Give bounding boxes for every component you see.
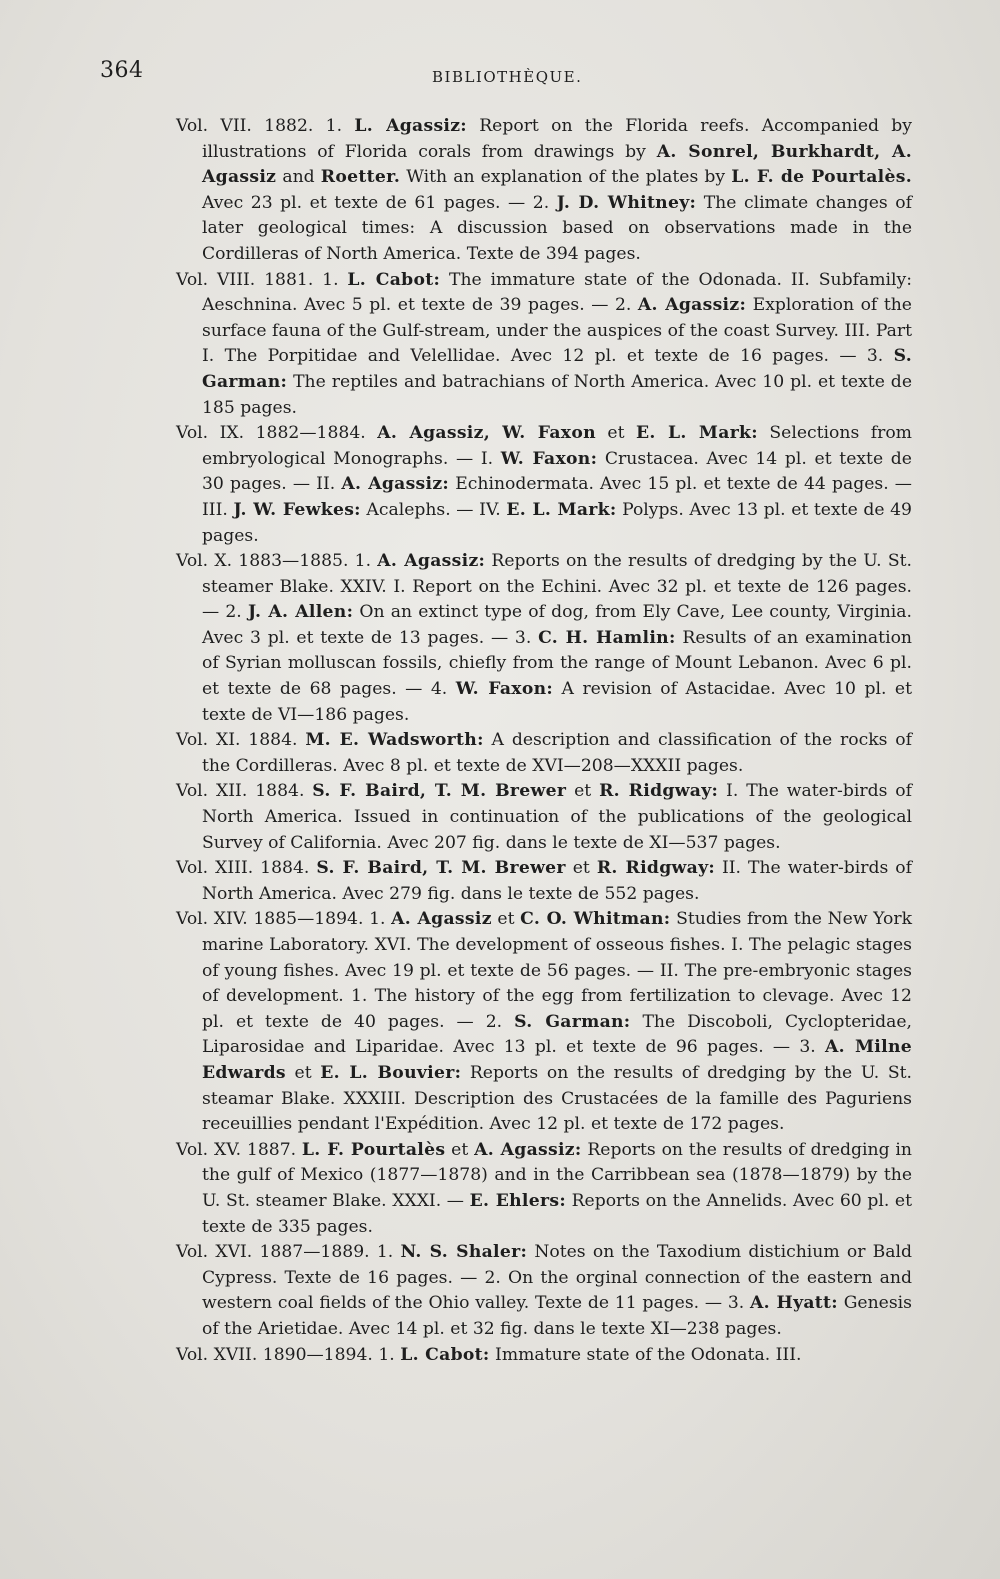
entry-text: Studies from the New York marine Laboratory. XVI. The development of osseous fishes. I. The pelagic stages of young fishes. Avec 19 pl. et texte de 56 pages. — II. The pre-embryonic stages of development. 1. The history of the egg from fertilization to clevage. Avec 12 pl. et texte de 40 pages. — 2. (202, 909, 913, 1032)
entry-text: and (276, 167, 321, 188)
author-names: E. Ehlers: (469, 1190, 566, 1211)
bibliography-entry (176, 549, 912, 728)
entry-text: Vol. XI. 1884. (176, 730, 306, 751)
entry-text: Vol. XIII. 1884. (176, 858, 317, 879)
entry-text: Notes on the Taxodium distichium or Bald Cypress. Texte de 16 pages. — 2. On the orginal connection of the eastern and western coal fields of the Ohio valley. Texte de 11 pages. — 3. (202, 1242, 913, 1314)
bibliography-entry (176, 1138, 912, 1240)
entry-text: On an extinct type of dog, from Ely Cave, Lee county, Virginia. Avec 3 pl. et texte de 13 pages. — 3. (202, 602, 912, 648)
entry-text: A description and classification of the rocks of the Cordilleras. Avec 8 pl. et texte de XVI—208—XXXII pages. (202, 730, 912, 776)
page-number: 364 (100, 58, 144, 83)
author-names: M. E. Wadsworth: (305, 730, 484, 751)
entry-text: Report on the Florida reefs. Accompanied by illustrations of Florida corals from drawings by (202, 116, 912, 162)
author-names: S. F. Baird, T. M. Brewer (312, 781, 567, 802)
entry-text: With an explanation of the plates by (400, 167, 732, 188)
author-names: E. L. Mark: (635, 423, 758, 444)
bibliography-entry (176, 114, 912, 268)
entry-text: et (491, 909, 521, 930)
entry-text: et (445, 1139, 475, 1160)
entry-text: Results of an examination of Syrian molluscan fossils, chiefly from the range of Mount Lebanon. Avec 6 pl. et texte de 68 pages. — 4. (202, 627, 912, 700)
bibliography-entry (176, 1240, 912, 1342)
entry-text: et (285, 1062, 321, 1083)
author-names: C. H. Hamlin: (538, 627, 676, 648)
author-names: W. Faxon: (500, 448, 598, 469)
entry-text: Vol. XII. 1884. (176, 781, 313, 802)
author-names: A. Hyatt: (750, 1293, 838, 1314)
entry-text: Vol. XIV. 1885—1894. 1. (176, 909, 392, 930)
entry-text: I. The water-birds of North America. Issued in continuation of the publications of the geological Survey of California. Avec 207 fig. dans le texte de XI—537 pages. (202, 781, 912, 853)
bibliography-list (176, 114, 912, 1368)
entry-text: The reptiles and batrachians of North America. Avec 10 pl. et texte de 185 pages. (202, 371, 912, 418)
bibliography-entry (176, 268, 912, 422)
entry-text: Vol. XVII. 1890—1894. 1. (176, 1344, 401, 1365)
bibliography-entry (176, 856, 912, 907)
entry-text: Exploration of the surface fauna of the Gulf-stream, under the auspices of the coast Survey. III. Part I. The Porpitidae and Velellidae. Avec 12 pl. et texte de 16 pages. — 3. (202, 295, 912, 367)
bibliography-entry (176, 421, 912, 549)
entry-text: et (565, 858, 597, 879)
entry-text: A revision of Astacidae. Avec 10 pl. et texte de VI—186 pages. (202, 679, 912, 725)
author-names: R. Ridgway: (596, 858, 715, 879)
author-names: J. W. Fewkes: (233, 499, 361, 520)
entry-text: Reports on the results of dredging in the gulf of Mexico (1877—1878) and in the Carribbean sea (1878—1879) by the U. St. steamer Blake. XXXI. — (202, 1139, 912, 1211)
author-names: A. Agassiz: (474, 1139, 582, 1160)
author-names: E. L. Mark: (506, 499, 617, 520)
page-header (100, 58, 900, 98)
entry-text: et (566, 781, 600, 802)
entry-text: The climate changes of later geological times: A discussion based on observations made in the Cordilleras of North America. Texte de 394 pages. (202, 192, 912, 264)
entry-text: Vol. VIII. 1881. 1. (176, 269, 348, 290)
author-names: E. L. Bouvier: (320, 1062, 462, 1083)
entry-text: Avec 23 pl. et texte de 61 pages. — 2. (202, 192, 557, 213)
entry-text: Reports on the results of dredging by the U. St. steamar Blake. XXXIII. Description des Crustacées de la famille des Paguriens receuillies pendant l'Expédition. Avec 12 pl. et texte de 172 pages. (202, 1062, 912, 1135)
author-names: W. Faxon: (455, 679, 554, 700)
author-names: L. Cabot: (400, 1344, 490, 1365)
bibliography-entry (176, 907, 912, 1137)
entry-text: Immature state of the Odonata. III. (489, 1344, 802, 1365)
entry-text: Selections from embryological Monographs. — I. (202, 423, 912, 469)
author-names: A. Agassiz, W. Faxon (377, 423, 596, 444)
entry-text: Polyps. Avec 13 pl. et texte de 49 pages. (202, 499, 912, 546)
entry-text: Crustacea. Avec 14 pl. et texte de 30 pages. — II. (202, 448, 912, 495)
entry-text: Genesis of the Arietidae. Avec 14 pl. et 32 fig. dans le texte XI—238 pages. (202, 1293, 912, 1339)
author-names: A. Agassiz: (341, 474, 450, 495)
author-names: Roetter. (320, 167, 401, 188)
author-names: L. F. de Pourtalès. (731, 167, 913, 188)
entry-text: Reports on the results of dredging by the U. St. steamer Blake. XXIV. I. Report on the Echini. Avec 32 pl. et texte de 126 pages. — 2. (202, 551, 912, 623)
running-title: BIBLIOTHÈQUE. (432, 68, 583, 86)
entry-text: The immature state of the Odonada. II. Subfamily: Aeschnina. Avec 5 pl. et texte de 39 pages. — 2. (202, 269, 912, 316)
entry-text: et (595, 423, 636, 444)
entry-text: Echinodermata. Avec 15 pl. et texte de 44 pages. — III. (202, 474, 912, 520)
bibliography-entry (176, 1343, 912, 1369)
entry-text: Vol. XV. 1887. (176, 1139, 302, 1160)
entry-text: The Discoboli, Cyclopteridae, Liparosidae and Liparidae. Avec 13 pl. et texte de 96 pages. — 3. (202, 1011, 913, 1058)
entry-text: Vol. IX. 1882—1884. (176, 423, 378, 444)
author-names: S. Garman: (514, 1011, 631, 1032)
author-names: C. O. Whitman: (520, 909, 671, 930)
author-names: A. Agassiz (391, 909, 492, 930)
author-names: L. Agassiz: (354, 116, 467, 136)
entry-text: Vol. VII. 1882. 1. (176, 116, 355, 136)
author-names: A. Agassiz: (377, 551, 486, 572)
entry-text: Vol. XVI. 1887—1889. 1. (176, 1242, 401, 1263)
bibliography-entry (176, 728, 912, 779)
author-names: N. S. Shaler: (400, 1242, 528, 1263)
author-names: A. Sonrel, Burkhardt, A. Agassiz (202, 141, 912, 188)
author-names: S. Garman: (202, 346, 912, 392)
bibliography-entry (176, 779, 912, 856)
author-names: S. F. Baird, T. M. Brewer (316, 858, 566, 879)
entry-text: Acalephs. — IV. (360, 499, 507, 520)
author-names: A. Agassiz: (637, 295, 747, 316)
entry-text: Reports on the Annelids. Avec 60 pl. et texte de 335 pages. (202, 1190, 912, 1237)
entry-text: Vol. X. 1883—1885. 1. (176, 551, 378, 572)
entry-text: II. The water-birds of North America. Avec 279 fig. dans le texte de 552 pages. (202, 858, 912, 904)
author-names: L. Cabot: (347, 269, 441, 290)
author-names: A. Milne Edwards (202, 1037, 912, 1083)
author-names: J. A. Allen: (247, 602, 354, 623)
author-names: R. Ridgway: (599, 781, 719, 802)
author-names: L. F. Pourtalès (301, 1139, 446, 1160)
author-names: J. D. Whitney: (556, 192, 697, 213)
